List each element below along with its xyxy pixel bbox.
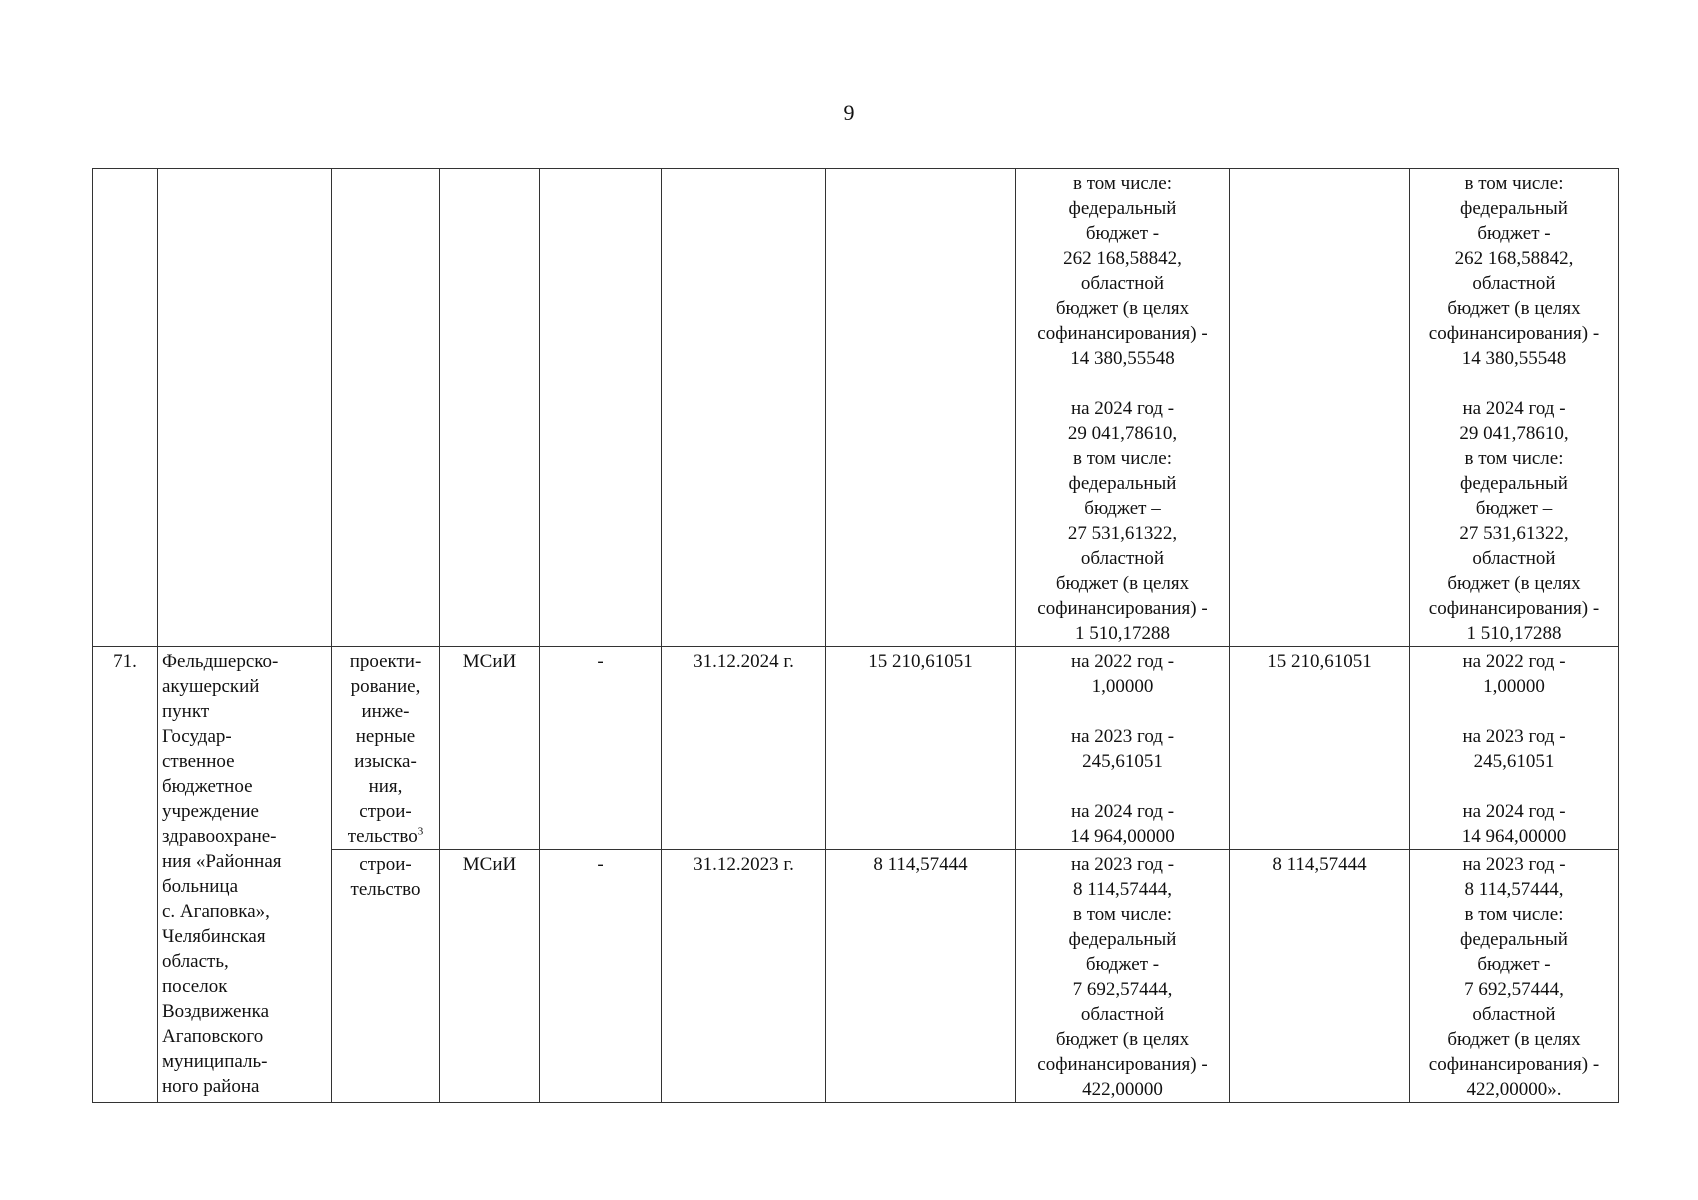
cell-estimated-cost: 15 210,61051 <box>826 647 1016 850</box>
cell-object-name: Фельдшерско- акушерский пункт Государ- ственное бюджетное учреждение здравоохране- ния «Районная больница с. Агаповка», Челябинская область, поселок Воздвиженка Агаповского муниципаль- ного района <box>158 647 332 1103</box>
cell-work-type: строи- тельство <box>332 850 440 1103</box>
cell-funding-by-year-2: на 2023 год - 8 114,57444, в том числе: федеральный бюджет - 7 692,57444, областной бюджет (в целях софинансирования) - 422,00000». <box>1410 850 1619 1103</box>
cell-funding-by-year: на 2023 год - 8 114,57444, в том числе: федеральный бюджет - 7 692,57444, областной бюджет (в целях софинансирования) - 422,00000 <box>1016 850 1230 1103</box>
cell-completion-date: 31.12.2023 г. <box>662 850 826 1103</box>
work-type-text: проекти- рование, инже- нерные изыска- ния, строи- тельство <box>347 651 422 847</box>
page-number: 9 <box>843 100 855 125</box>
table-row-71-design <box>93 647 1619 850</box>
cell-empty <box>332 169 440 647</box>
cell-funding-by-year: на 2022 год - 1,00000 на 2023 год - 245,61051 на 2024 год - 14 964,00000 <box>1016 647 1230 850</box>
table-row-continuation <box>93 169 1619 647</box>
cell-estimated-cost-2: 8 114,57444 <box>1230 850 1410 1103</box>
cell-empty <box>540 169 662 647</box>
cell-funding-breakdown-2: в том числе: федеральный бюджет - 262 168,58842, областной бюджет (в целях софинансирования) - 14 380,55548 на 2024 год - 29 041,78610, в том числе: федеральный бюджет – 27 531,61322, областной бюджет (в целях софинансирования) - 1 510,17288 <box>1410 169 1619 647</box>
cell-empty <box>440 169 540 647</box>
cell-empty <box>93 169 158 647</box>
cell-funding-by-year-2: на 2022 год - 1,00000 на 2023 год - 245,61051 на 2024 год - 14 964,00000 <box>1410 647 1619 850</box>
cell-dash: - <box>540 647 662 850</box>
cell-estimated-cost: 8 114,57444 <box>826 850 1016 1103</box>
cell-empty <box>158 169 332 647</box>
cell-work-type <box>332 647 440 850</box>
footnote-mark: 3 <box>417 825 424 838</box>
cell-funding-breakdown: в том числе: федеральный бюджет - 262 168,58842, областной бюджет (в целях софинансирования) - 14 380,55548 на 2024 год - 29 041,78610, в том числе: федеральный бюджет – 27 531,61322, областной бюджет (в целях софинансирования) - 1 510,17288 <box>1016 169 1230 647</box>
cell-empty <box>826 169 1016 647</box>
cell-estimated-cost-2: 15 210,61051 <box>1230 647 1410 850</box>
cell-completion-date: 31.12.2024 г. <box>662 647 826 850</box>
cell-row-number: 71. <box>93 647 158 1103</box>
cell-empty <box>1230 169 1410 647</box>
investment-objects-table <box>92 168 1619 1103</box>
cell-customer: МСиИ <box>440 850 540 1103</box>
cell-customer: МСиИ <box>440 647 540 850</box>
cell-dash: - <box>540 850 662 1103</box>
cell-empty <box>662 169 826 647</box>
